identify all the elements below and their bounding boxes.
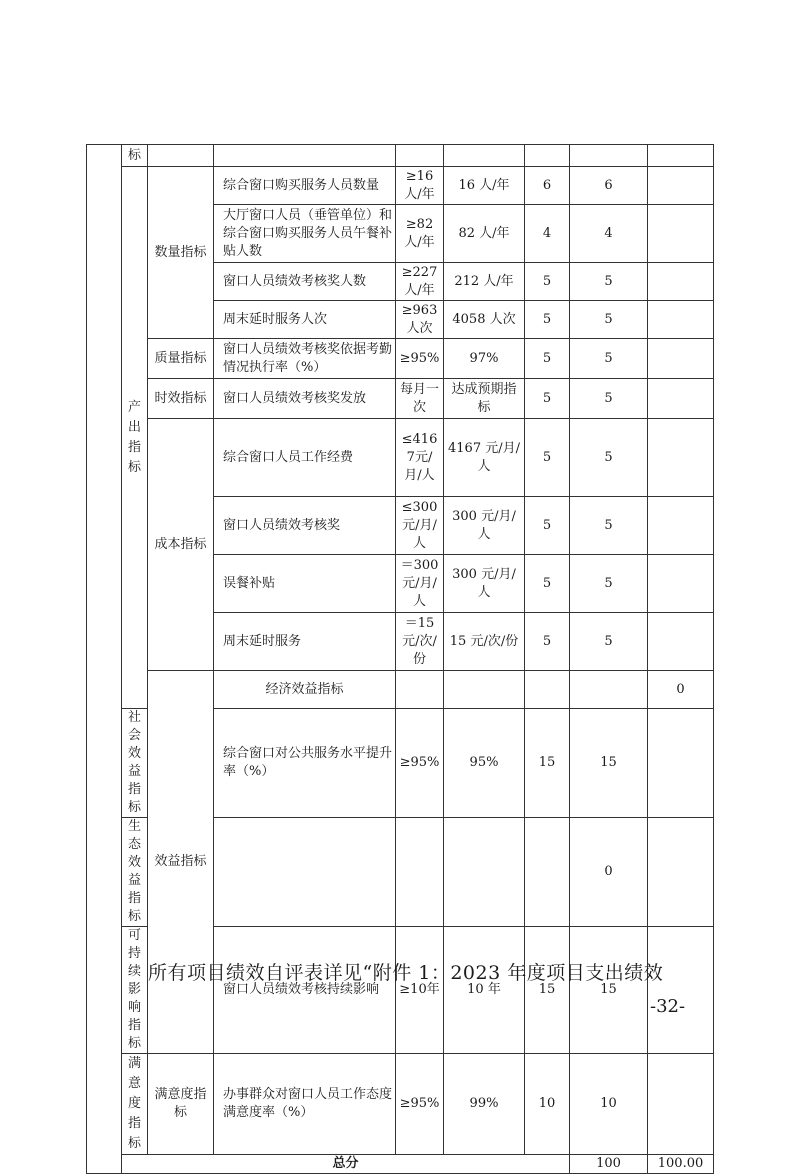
- indicator-actual: 95%: [444, 709, 525, 818]
- indicator-actual: 达成预期指标: [444, 379, 525, 419]
- indicator-actual: 10 年: [444, 927, 525, 1054]
- indicator-name: [396, 671, 444, 709]
- indicator-target: 每月一次: [396, 379, 444, 419]
- indicator-score: 6: [570, 167, 648, 205]
- indicator-target: ≥95%: [396, 709, 444, 818]
- footer-paragraph: 所有项目绩效自评表详见“附件 1：2023 年度项目支出绩效: [148, 962, 664, 984]
- indicator-actual: [525, 671, 570, 709]
- indicator-actual: 300 元/月/人: [444, 497, 525, 555]
- indicator-name: 综合窗口对公共服务水平提升率（%）: [214, 709, 396, 818]
- group-cell-blank: [87, 145, 122, 1174]
- table-row: [87, 1054, 714, 1155]
- category-benefit: 社会效益指标: [122, 709, 148, 818]
- indicator-weight: 15: [525, 709, 570, 818]
- indicator-weight: 5: [525, 263, 570, 301]
- indicator-weight: 5: [525, 301, 570, 339]
- indicator-target: ≥95%: [396, 339, 444, 379]
- indicator-name: 窗口人员绩效考核奖发放: [214, 379, 396, 419]
- indicator-actual: 16 人/年: [444, 167, 525, 205]
- indicator-score: 15: [570, 709, 648, 818]
- table-row: [87, 145, 714, 167]
- indicator-target: ≥963人次: [396, 301, 444, 339]
- indicator-name: 窗口人员绩效考核奖: [214, 497, 396, 555]
- category-benefit: 可持续影响指标: [122, 927, 148, 1054]
- indicator-target: ≥10年: [396, 927, 444, 1054]
- total-weight: 100: [570, 1155, 648, 1174]
- total-score: 100.00: [648, 1155, 714, 1174]
- category-satisfaction: 满意度指标: [148, 1054, 214, 1155]
- indicator-name: [214, 818, 396, 927]
- indicator-actual: 212 人/年: [444, 263, 525, 301]
- indicator-weight: 5: [525, 339, 570, 379]
- indicator-score: 0: [570, 818, 648, 927]
- indicator-target: ≤300元/月/人: [396, 497, 444, 555]
- indicator-target: [396, 818, 444, 927]
- indicator-target: ≤4167元/月/人: [396, 419, 444, 497]
- indicator-weight: 5: [525, 555, 570, 613]
- category-benefit: 经济效益指标: [214, 671, 396, 709]
- indicator-actual: 300 元/月/人: [444, 555, 525, 613]
- level1-cell: 标: [122, 145, 148, 167]
- indicator-name: 大厅窗口人员（垂管单位）和综合窗口购买服务人员午餐补贴人数: [214, 205, 396, 263]
- indicator-score: 0: [648, 671, 714, 709]
- indicator-weight: [525, 818, 570, 927]
- indicator-weight: 4: [525, 205, 570, 263]
- table-row: [87, 379, 714, 419]
- category-quantity: 数量指标: [148, 167, 214, 339]
- indicator-name: 窗口人员绩效考核持续影响: [214, 927, 396, 1054]
- indicator-target: ≥82人/年: [396, 205, 444, 263]
- indicator-weight: 6: [525, 167, 570, 205]
- indicator-actual: [444, 818, 525, 927]
- indicator-actual: 4167 元/月/人: [444, 419, 525, 497]
- indicator-name: 办事群众对窗口人员工作态度满意度率（%）: [214, 1054, 396, 1155]
- indicator-name: 周末延时服务: [214, 613, 396, 671]
- indicator-actual: 4058 人次: [444, 301, 525, 339]
- group-label-output: 产出指标: [122, 167, 148, 709]
- indicator-score: 5: [570, 613, 648, 671]
- indicator-target: ＝15元/次/份: [396, 613, 444, 671]
- indicator-name: 误餐补贴: [214, 555, 396, 613]
- indicator-score: 5: [570, 263, 648, 301]
- indicator-name: 窗口人员绩效考核奖人数: [214, 263, 396, 301]
- indicator-name: 周末延时服务人次: [214, 301, 396, 339]
- group-label-satisfaction: 满意度指标: [122, 1054, 148, 1155]
- indicator-score: 5: [570, 555, 648, 613]
- indicator-target: ≥16人/年: [396, 167, 444, 205]
- page-number: -32-: [650, 996, 686, 1017]
- indicator-name: 综合窗口人员工作经费: [214, 419, 396, 497]
- category-timeliness: 时效指标: [148, 379, 214, 419]
- category-quality: 质量指标: [148, 339, 214, 379]
- group-label-benefit: 效益指标: [148, 671, 214, 1054]
- table-row: [87, 339, 714, 379]
- indicator-score: 5: [570, 301, 648, 339]
- indicator-weight: 10: [525, 1054, 570, 1155]
- indicator-score: 5: [570, 339, 648, 379]
- indicator-score: 15: [570, 927, 648, 1054]
- category-cost: 成本指标: [148, 419, 214, 671]
- indicator-target: [444, 671, 525, 709]
- total-row: [87, 1155, 714, 1174]
- category-benefit: 生态效益指标: [122, 818, 148, 927]
- indicator-weight: 5: [525, 379, 570, 419]
- indicator-weight: 5: [525, 613, 570, 671]
- indicator-target: ＝300元/月/人: [396, 555, 444, 613]
- table-row: [87, 167, 714, 205]
- indicator-actual: 97%: [444, 339, 525, 379]
- indicator-score: 5: [570, 379, 648, 419]
- indicator-name: 窗口人员绩效考核奖依据考勤情况执行率（%）: [214, 339, 396, 379]
- total-label: 总分: [122, 1155, 570, 1174]
- indicator-score: 10: [570, 1054, 648, 1155]
- table-row: [87, 671, 714, 709]
- indicator-actual: 82 人/年: [444, 205, 525, 263]
- table-row: [87, 419, 714, 497]
- indicator-score: 5: [570, 419, 648, 497]
- indicator-name: 综合窗口购买服务人员数量: [214, 167, 396, 205]
- indicator-weight: [570, 671, 648, 709]
- indicator-actual: 99%: [444, 1054, 525, 1155]
- indicator-score: 5: [570, 497, 648, 555]
- indicator-target: ≥95%: [396, 1054, 444, 1155]
- indicator-target: ≥227人/年: [396, 263, 444, 301]
- indicator-weight: 5: [525, 497, 570, 555]
- indicator-score: 4: [570, 205, 648, 263]
- indicator-weight: 15: [525, 927, 570, 1054]
- performance-table: [86, 144, 714, 1174]
- indicator-weight: 5: [525, 419, 570, 497]
- indicator-actual: 15 元/次/份: [444, 613, 525, 671]
